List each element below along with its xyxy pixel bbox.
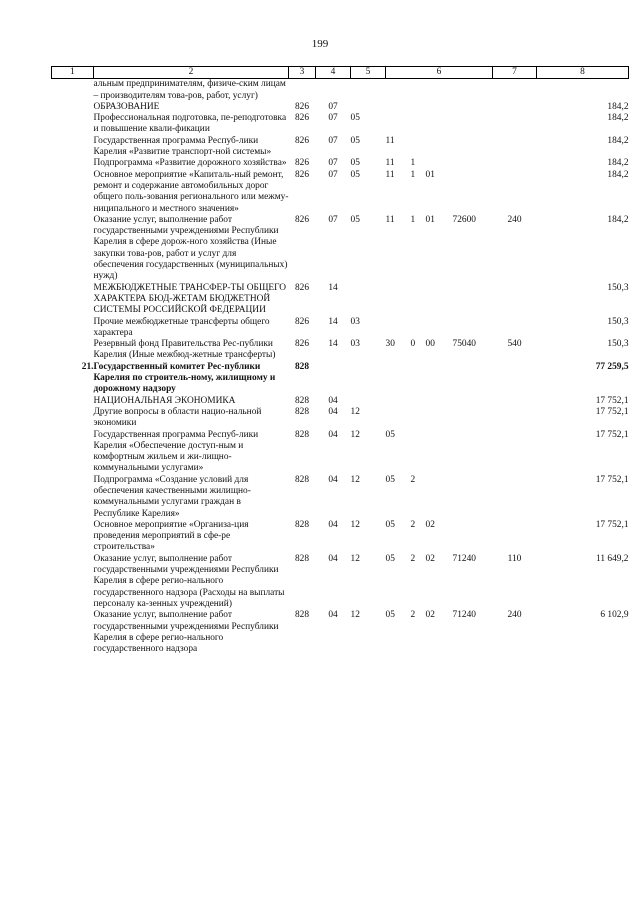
table-row (52, 158, 629, 169)
row-col5 (351, 79, 386, 102)
row-amount: 150,3 (607, 339, 629, 350)
row-col7: 110 (507, 553, 522, 564)
row-index (52, 396, 94, 407)
row-col3: 826 (294, 316, 310, 327)
row-code-part3 (426, 283, 453, 317)
budget-table (51, 66, 629, 655)
row-name: НАЦИОНАЛЬНАЯ ЭКОНОМИКА (93, 395, 236, 406)
header-col-2: 2 (94, 67, 289, 79)
row-col4: 07 (328, 101, 338, 112)
row-col5: 05 (350, 135, 360, 146)
row-code-part1: 05 (385, 519, 395, 530)
row-col7 (493, 158, 537, 169)
row-col5: 12 (350, 429, 360, 440)
row-code-part1: 05 (385, 553, 395, 564)
row-index (52, 475, 94, 520)
header-col-4: 4 (316, 67, 351, 79)
row-amount: 17 752,1 (595, 474, 629, 485)
row-col7 (493, 520, 537, 554)
row-amount: 17 752,1 (595, 519, 629, 530)
row-code-part1 (386, 362, 411, 396)
row-amount: 184,2 (607, 101, 629, 112)
row-code-part4 (453, 113, 493, 136)
row-col7 (493, 102, 537, 113)
row-col5: 12 (350, 553, 360, 564)
row-amount: 150,3 (607, 282, 629, 293)
row-col4: 04 (328, 519, 338, 530)
row-col4 (316, 79, 351, 102)
row-code-part4 (453, 136, 493, 159)
row-code-part4 (453, 317, 493, 340)
row-index (52, 283, 94, 317)
row-code-part3: 01 (425, 169, 435, 180)
table-row (52, 396, 629, 407)
row-code-part3 (426, 158, 453, 169)
table-row (52, 317, 629, 340)
row-name: ОБРАЗОВАНИЕ (93, 101, 160, 112)
row-col5: 05 (350, 169, 360, 180)
row-code-part2 (411, 407, 426, 430)
row-col5 (351, 102, 386, 113)
row-col4: 14 (328, 316, 338, 327)
row-col4: 04 (328, 406, 338, 417)
row-code-part4 (453, 520, 493, 554)
row-name: альным предпринимателям, физиче-ским лицам – производителям това-ров, работ, услуг) (93, 79, 286, 101)
row-amount: 150,3 (607, 316, 629, 327)
row-col7 (493, 170, 537, 215)
row-index (52, 407, 94, 430)
row-code-part4 (453, 79, 493, 102)
row-col3: 828 (294, 406, 310, 417)
row-index (52, 215, 94, 283)
page-number: 199 (311, 38, 329, 50)
row-name: МЕЖБЮДЖЕТНЫЕ ТРАНСФЕР-ТЫ ОБЩЕГО ХАРАКТЕРА БЮД-ЖЕТАМ БЮДЖЕТНОЙ СИСТЕМЫ РОССИЙСКОЙ ФЕДЕРАЦИИ (93, 282, 287, 316)
row-index (52, 79, 94, 102)
row-amount: 184,2 (607, 169, 629, 180)
table-row (52, 215, 629, 283)
row-col7 (493, 396, 537, 407)
header-col-6: 6 (386, 67, 493, 79)
row-name: Прочие межбюджетные трансферты общего характера (93, 316, 270, 338)
row-amount: 184,2 (607, 135, 629, 146)
row-col7: 240 (507, 214, 522, 225)
row-amount (537, 79, 629, 102)
row-col4: 07 (328, 158, 338, 169)
row-code-part3: 02 (425, 553, 435, 564)
row-col7 (493, 79, 537, 102)
row-code-part1 (386, 407, 411, 430)
row-name: Основное мероприятие «Организа-ция проведения мероприятий в сфе-ре строительства» (93, 519, 249, 553)
table-row (52, 610, 629, 655)
header-col-8: 8 (537, 67, 629, 79)
row-col3: 828 (294, 519, 310, 530)
row-col5: 03 (350, 316, 360, 327)
row-col3: 826 (294, 113, 310, 124)
row-code-part2 (411, 79, 426, 102)
row-col3: 826 (294, 214, 310, 225)
row-code-part1 (386, 79, 411, 102)
row-col7: 240 (507, 610, 522, 621)
row-amount: 184,2 (607, 113, 629, 124)
row-col5: 12 (350, 474, 360, 485)
row-name: Оказание услуг, выполнение работ государственными учреждениями Республики Карелия в сфере регио-нального государственного надзора (Расходы на выплаты персоналу ка-зенных учреждений) (93, 553, 285, 609)
row-code-part2 (411, 430, 426, 475)
table-row (52, 520, 629, 554)
row-index (52, 554, 94, 610)
row-code-part4 (453, 407, 493, 430)
row-col4: 04 (328, 553, 338, 564)
row-amount: 6 102,9 (600, 610, 629, 621)
row-amount: 17 752,1 (595, 406, 629, 417)
row-code-part3 (426, 362, 453, 396)
row-code-part1 (386, 283, 411, 317)
row-col5: 12 (350, 519, 360, 530)
row-code-part2: 0 (410, 339, 416, 350)
row-col4: 07 (328, 214, 338, 225)
row-col3: 826 (294, 169, 310, 180)
row-code-part2: 2 (410, 474, 416, 485)
row-name: Подпрограмма «Создание условий для обеспечения качественными жилищно-коммунальными услугами граждан в Республике Карелия» (93, 474, 251, 519)
header-col-3: 3 (289, 67, 316, 79)
row-code-part1: 05 (385, 474, 395, 485)
header-col-5: 5 (351, 67, 386, 79)
row-code-part3 (426, 113, 453, 136)
table-row (52, 362, 629, 396)
table-row (52, 475, 629, 520)
row-code-part1: 05 (385, 429, 395, 440)
row-code-part1: 11 (385, 158, 395, 169)
row-col5 (351, 362, 386, 396)
row-col3: 828 (294, 395, 310, 406)
row-code-part2: 1 (410, 169, 416, 180)
row-name: Государственная программа Респуб-лики Карелия «Развитие транспорт-ной системы» (93, 135, 272, 158)
table-row (52, 79, 629, 102)
row-col5: 03 (350, 339, 360, 350)
row-code-part2 (411, 317, 426, 340)
row-amount: 17 752,1 (595, 429, 629, 440)
row-name: Основное мероприятие «Капиталь-ный ремонт, ремонт и содержание автомобильных дорог общего поль-зования регионального или межму-ниципального и местного значения» (93, 169, 289, 214)
row-code-part4: 75040 (452, 339, 476, 350)
row-col4: 07 (328, 135, 338, 146)
row-code-part2 (411, 136, 426, 159)
row-amount: 17 752,1 (595, 395, 629, 406)
row-col5: 05 (350, 214, 360, 225)
row-index: 21. (81, 361, 94, 372)
row-col7 (493, 317, 537, 340)
row-code-part4: 71240 (452, 610, 476, 621)
table-header-row (52, 67, 629, 79)
row-name: Государственная программа Респуб-лики Карелия «Обеспечение доступ-ным и комфортным жильем и жи-лищно-коммунальными услугами» (93, 429, 259, 474)
row-col5: 05 (350, 113, 360, 124)
row-col5: 12 (350, 406, 360, 417)
row-code-part3 (426, 396, 453, 407)
row-code-part3 (426, 475, 453, 520)
row-index (52, 102, 94, 113)
row-col4 (316, 362, 351, 396)
row-code-part4 (453, 102, 493, 113)
table-row (52, 136, 629, 159)
row-col3: 828 (294, 429, 310, 440)
row-col4: 07 (328, 113, 338, 124)
row-index (52, 170, 94, 215)
row-col3: 826 (294, 158, 310, 169)
row-name: Другие вопросы в области нацио-нальной экономики (93, 406, 262, 429)
row-code-part2 (411, 102, 426, 113)
row-name: Оказание услуг, выполнение работ государственными учреждениями Республики Карелия в сфере дорож-ного хозяйства (Иные закупки това-ров, работ и услуг для обеспечения государственных (муниципальных) нужд) (93, 214, 288, 282)
row-col7 (493, 136, 537, 159)
row-code-part3 (426, 136, 453, 159)
table-row (52, 407, 629, 430)
row-col4: 04 (328, 610, 338, 621)
row-code-part1 (386, 113, 411, 136)
row-code-part1 (386, 396, 411, 407)
row-code-part4 (453, 158, 493, 169)
row-name: Государственный комитет Рес-публики Карелия по строитель-ному, жилищному и дорожному надзору (93, 361, 276, 395)
table-row (52, 170, 629, 215)
row-code-part3: 02 (425, 610, 435, 621)
row-index (52, 158, 94, 169)
row-col3 (289, 79, 316, 102)
row-code-part3 (426, 317, 453, 340)
row-col4: 07 (328, 169, 338, 180)
table-row (52, 102, 629, 113)
row-code-part4 (453, 396, 493, 407)
row-code-part2 (411, 362, 426, 396)
row-col5: 05 (350, 158, 360, 169)
row-code-part2: 2 (410, 519, 416, 530)
row-index (52, 317, 94, 340)
row-col3: 828 (294, 361, 310, 372)
row-amount: 11 649,2 (596, 553, 629, 564)
row-code-part4 (453, 430, 493, 475)
row-name: Резервный фонд Правительства Рес-публики Карелия (Иные межбюд-жетные трансферты) (93, 339, 276, 361)
row-code-part4 (453, 283, 493, 317)
row-code-part2: 1 (410, 214, 416, 225)
row-col3: 828 (294, 474, 310, 485)
row-col3: 826 (294, 101, 310, 112)
header-col-1: 1 (52, 67, 94, 79)
table-row (52, 113, 629, 136)
row-code-part1 (386, 102, 411, 113)
row-code-part4: 71240 (452, 553, 476, 564)
row-code-part3 (426, 407, 453, 430)
row-code-part1: 30 (385, 339, 395, 350)
row-code-part3 (426, 102, 453, 113)
row-code-part1: 11 (385, 214, 395, 225)
row-index (52, 520, 94, 554)
row-col5: 12 (350, 610, 360, 621)
row-code-part2: 1 (410, 158, 416, 169)
row-code-part1: 11 (385, 135, 395, 146)
table-row (52, 554, 629, 610)
table-body (52, 79, 629, 656)
row-code-part4 (453, 362, 493, 396)
row-col3: 826 (294, 135, 310, 146)
row-code-part3 (426, 79, 453, 102)
row-code-part2 (411, 396, 426, 407)
row-col5 (351, 396, 386, 407)
row-col4: 04 (328, 429, 338, 440)
row-col7 (493, 430, 537, 475)
row-col7 (493, 362, 537, 396)
row-col7 (493, 283, 537, 317)
row-code-part1: 11 (385, 169, 395, 180)
row-col4: 14 (328, 339, 338, 350)
row-col7 (493, 113, 537, 136)
row-code-part2: 2 (410, 553, 416, 564)
row-code-part2 (411, 113, 426, 136)
row-code-part2 (411, 283, 426, 317)
row-code-part4 (453, 170, 493, 215)
table-row (52, 430, 629, 475)
row-col3: 828 (294, 610, 310, 621)
row-index (52, 113, 94, 136)
header-col-7: 7 (493, 67, 537, 79)
row-code-part3 (426, 430, 453, 475)
row-code-part4: 72600 (452, 214, 476, 225)
row-code-part1 (386, 317, 411, 340)
table-row (52, 283, 629, 317)
row-col7 (493, 475, 537, 520)
row-col4: 04 (328, 474, 338, 485)
row-code-part3: 01 (425, 214, 435, 225)
row-col4: 04 (328, 395, 338, 406)
row-col4: 14 (328, 282, 338, 293)
row-index (52, 339, 94, 362)
row-code-part4 (453, 475, 493, 520)
row-code-part1: 05 (385, 610, 395, 621)
row-col3: 826 (294, 339, 310, 350)
row-amount: 184,2 (607, 214, 629, 225)
row-code-part2: 2 (410, 610, 416, 621)
row-name: Профессиональная подготовка, пе-реподготовка и повышение квали-фикации (93, 113, 287, 135)
table-row (52, 339, 629, 362)
row-index (52, 610, 94, 655)
row-name: Оказание услуг, выполнение работ государственными учреждениями Республики Карелия в сфере регио-нального государственного надзора (93, 610, 279, 655)
row-name: Подпрограмма «Развитие дорожного хозяйства» (93, 158, 287, 169)
row-amount: 77 259,5 (595, 361, 629, 372)
row-code-part3: 00 (425, 339, 435, 350)
row-col5 (351, 283, 386, 317)
row-amount: 184,2 (607, 158, 629, 169)
row-col3: 828 (294, 553, 310, 564)
row-col3: 826 (294, 282, 310, 293)
row-code-part3: 02 (425, 519, 435, 530)
row-index (52, 136, 94, 159)
row-index (52, 430, 94, 475)
row-col7 (493, 407, 537, 430)
row-col7: 540 (507, 339, 522, 350)
